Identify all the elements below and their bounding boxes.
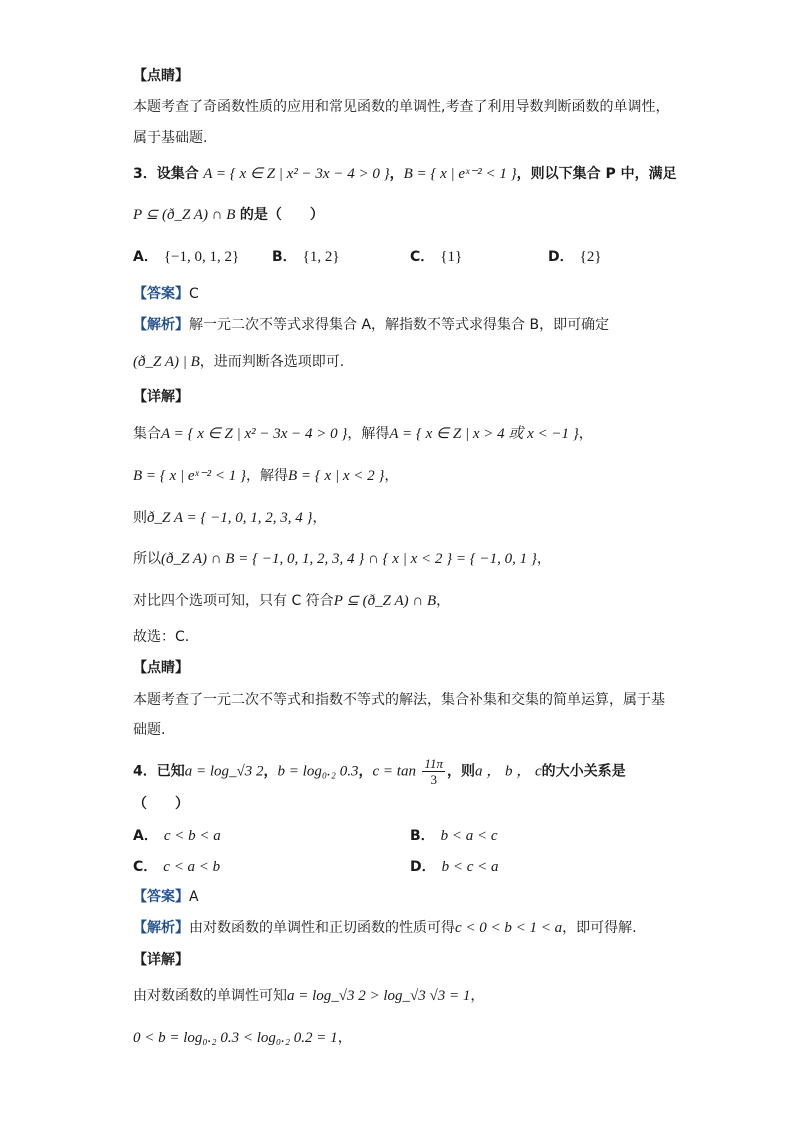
q3-answer-label: 【答案】 xyxy=(133,286,189,302)
q4-detail-line2: 0 < b = log₀.₂ 0.3 < log₀.₂ 0.2 = 1， xyxy=(133,1030,352,1046)
q3-stem-c: 的是（ ） xyxy=(239,207,324,223)
q3-stem-a: 设集合 xyxy=(156,166,199,182)
q3-detail-line4: 所以(ð_Z A) ∩ B = { −1, 0, 1, 2, 3, 4 } ∩ { x | x < 2 } = { −1, 0, 1 }， xyxy=(133,551,551,567)
q3-answer xyxy=(133,284,199,304)
q3-detail-line2: B = { x | eˣ⁻² < 1 }，解得B = { x | x < 2 }， xyxy=(133,468,399,484)
q3-set-a: A = { x ∈ Z | x² − 3x − 4 > 0 } xyxy=(203,166,390,182)
q4-answer xyxy=(133,887,199,907)
q3-set-b: B = { x | eˣ⁻² < 1 } xyxy=(403,166,517,182)
q3-note-line1: 本题考查了一元二次不等式和指数不等式的解法，集合补集和交集的简单运算，属于基 xyxy=(133,692,665,708)
q3-analysis-label: 【解析】 xyxy=(133,317,189,333)
q4-detail-line1: 由对数函数的单调性可知a = log_√3 2 > log_√3 √3 = 1， xyxy=(133,988,485,1004)
q4-paren: （ ） xyxy=(133,796,189,812)
q2-note-line1: 本题考查了奇函数性质的应用和常见函数的单调性,考查了利用导数判断函数的单调性， xyxy=(133,99,670,115)
q3-note-label: 【点睛】 xyxy=(133,660,189,676)
q3-stem-line2 xyxy=(133,205,324,225)
q4-option-d: D． b < c < a xyxy=(410,859,499,875)
q4-analysis: 【解析】由对数函数的单调性和正切函数的性质可得c < 0 < b < 1 < a，即可得解. xyxy=(133,920,637,936)
q3-analysis-line2: (ð_Z A) | B，进而判断各选项即可. xyxy=(133,354,345,370)
q3-conclusion: 故选：C. xyxy=(133,629,190,645)
q4-stem: 4．已知a = log_√3 2，b = log₀.₂ 0.3，c = tan $\frac{11\pi}{3}$ ，则a ， b ， c的大小关系是 xyxy=(133,756,626,787)
q3-comma: ， xyxy=(389,166,404,182)
q3-option-a: A． {−1, 0, 1, 2} xyxy=(133,249,240,265)
q4-fraction: $\frac{11\pi}{3}$ xyxy=(424,756,443,787)
q3-condition: P ⊆ (ð_Z A) ∩ B xyxy=(133,207,236,223)
q3-note-line2: 础题. xyxy=(133,722,166,738)
q3-stem-line1 xyxy=(133,164,677,184)
q3-option-c: C． {1} xyxy=(410,249,463,265)
q4-option-a: A． c < b < a xyxy=(133,828,221,844)
q4-answer-label: 【答案】 xyxy=(133,889,189,905)
q3-analysis-line1: 【解析】解一元二次不等式求得集合 A，解指数不等式求得集合 B，即可确定 xyxy=(133,317,610,333)
q3-detail-line1: 集合A = { x ∈ Z | x² − 3x − 4 > 0 }，解得A = { x ∈ Z | x > 4 或 x < −1 }， xyxy=(133,426,593,442)
q2-note-heading: 【点睛】 xyxy=(133,68,189,84)
q4-option-c: C． c < a < b xyxy=(133,859,221,875)
q3-option-b: B． {1, 2} xyxy=(272,249,340,265)
q4-analysis-label: 【解析】 xyxy=(133,920,189,936)
q4-number: 4． xyxy=(133,763,157,780)
q3-stem-b: ，则以下集合 P 中，满足 xyxy=(516,166,677,182)
q3-answer-value: C xyxy=(189,286,199,302)
q3-detail-label: 【详解】 xyxy=(133,389,189,405)
q4-detail-label: 【详解】 xyxy=(133,952,189,968)
q3-number: 3． xyxy=(133,166,157,182)
q3-detail-line3: 则ð_Z A = { −1, 0, 1, 2, 3, 4 }， xyxy=(133,510,327,526)
q4-answer-value: A xyxy=(189,889,199,905)
q3-detail-line5: 对比四个选项可知，只有 C 符合P ⊆ (ð_Z A) ∩ B， xyxy=(133,593,451,609)
q3-option-d: D． {2} xyxy=(548,249,602,265)
q2-note-line2: 属于基础题. xyxy=(133,130,208,146)
q4-option-b: B． b < a < c xyxy=(410,828,498,844)
